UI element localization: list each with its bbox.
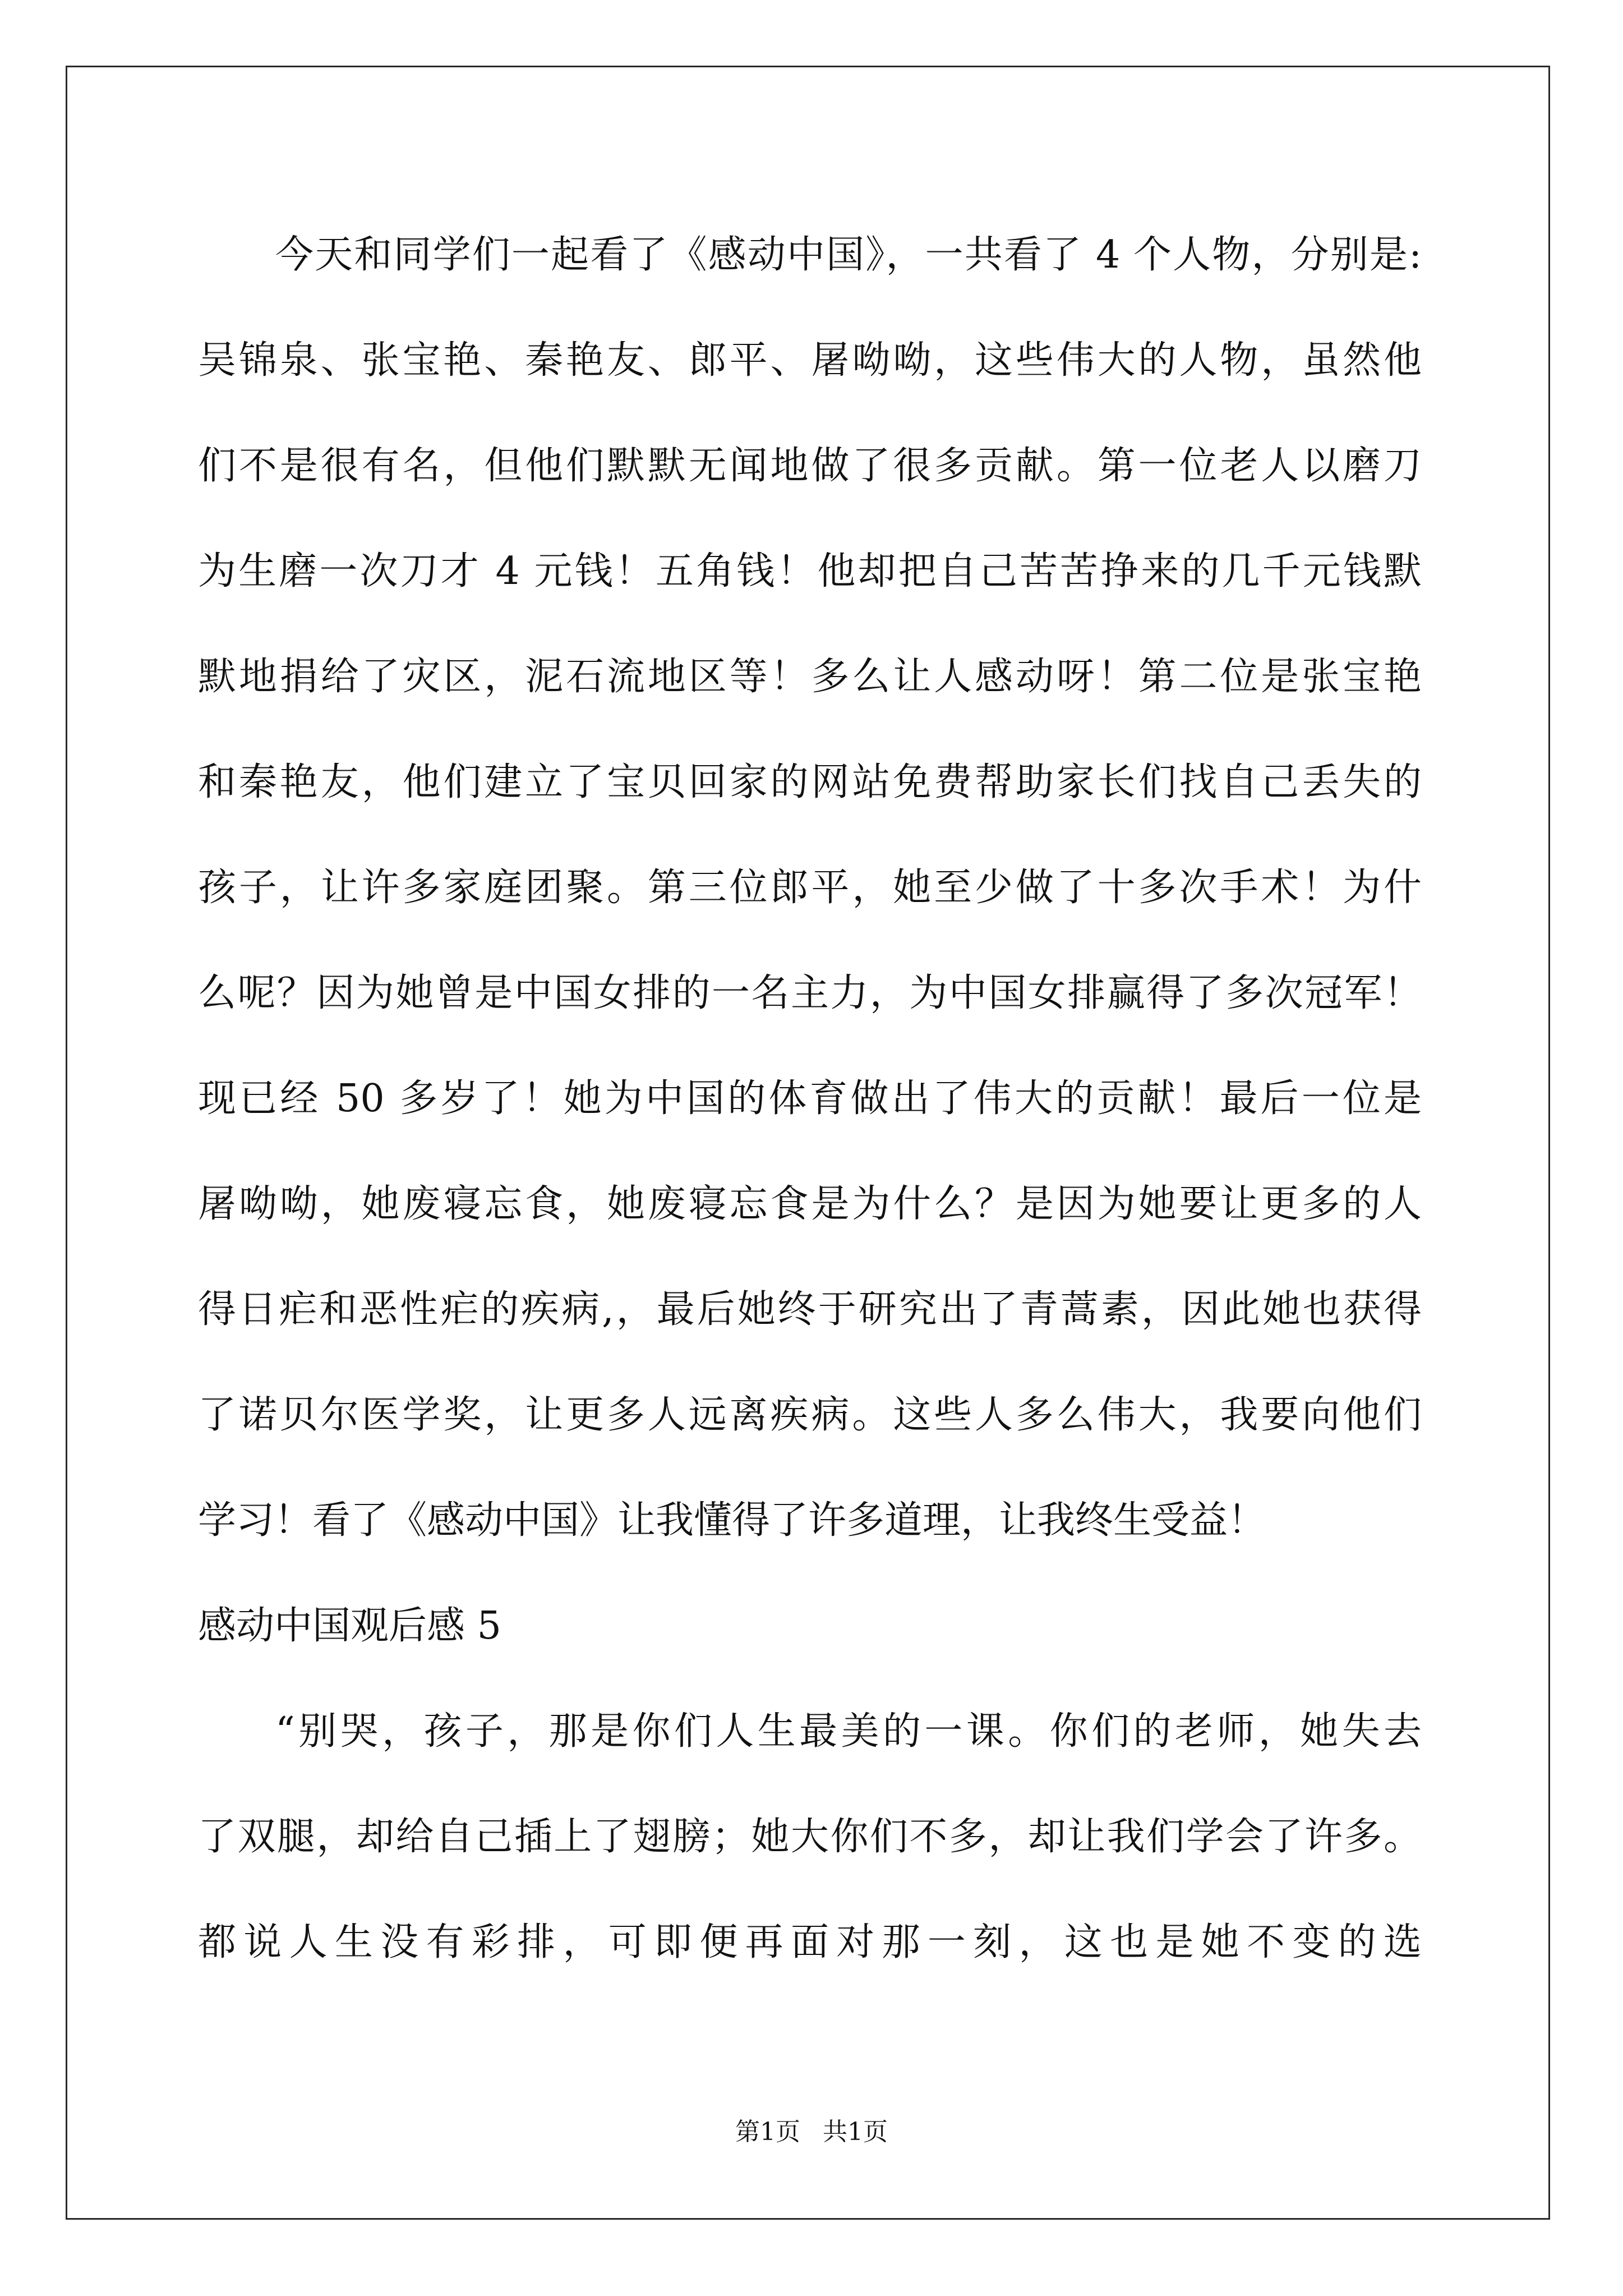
text-line: 了诺贝尔医学奖，让更多人远离疾病。这些人多么伟大，我要向他们 <box>198 1393 1422 1437</box>
text-line: 得日疟和恶性疟的疾病,，最后她终于研究出了青蒿素，因此她也获得 <box>198 1287 1422 1332</box>
text-line: 吴锦泉、张宝艳、秦艳友、郎平、屠呦呦，这些伟大的人物，虽然他 <box>198 338 1422 383</box>
text-line: 现已经 50 多岁了！她为中国的体育做出了伟大的贡献！最后一位是 <box>198 1076 1422 1121</box>
text-line: 和秦艳友，他们建立了宝贝回家的网站免费帮助家长们找自己丢失的 <box>198 760 1422 804</box>
text-line: 屠呦呦，她废寝忘食，她废寝忘食是为什么？是因为她要让更多的人 <box>198 1182 1422 1226</box>
text-line: 了双腿，却给自己插上了翅膀；她大你们不多，却让我们学会了许多。 <box>198 1815 1422 1859</box>
text-line: 为生磨一次刀才 4 元钱！五角钱！他却把自己苦苦挣来的几千元钱默 <box>198 549 1422 593</box>
text-line: 们不是很有名，但他们默默无闻地做了很多贡献。第一位老人以磨刀 <box>198 444 1422 488</box>
text-line: 学习！看了《感动中国》让我懂得了许多道理，让我终生受益！ <box>198 1498 1266 1543</box>
document-body <box>198 203 1422 1995</box>
page-footer <box>0 2115 1623 2150</box>
page-total: 共1页 <box>823 2118 888 2146</box>
text-line: 默地捐给了灾区，泥石流地区等！多么让人感动呀！第二位是张宝艳 <box>198 655 1422 699</box>
paragraph-1 <box>198 203 1422 1573</box>
text-line: 孩子，让许多家庭团聚。第三位郎平，她至少做了十多次手术！为什 <box>198 866 1422 910</box>
paragraph-2 <box>198 1679 1422 1995</box>
text-line: “别哭，孩子，那是你们人生最美的一课。你们的老师，她失去 <box>275 1709 1422 1754</box>
text-line: 都说人生没有彩排，可即便再面对那一刻，这也是她不变的选 <box>198 1920 1422 1964</box>
text-line: 么呢？因为她曾是中国女排的一名主力，为中国女排赢得了多次冠军！ <box>198 971 1422 1015</box>
section-heading: 感动中国观后感 5 <box>198 1604 501 1648</box>
page-number: 第1页 <box>735 2118 800 2146</box>
text-line: 今天和同学们一起看了《感动中国》，一共看了 4 个人物，分别是: <box>275 233 1422 277</box>
